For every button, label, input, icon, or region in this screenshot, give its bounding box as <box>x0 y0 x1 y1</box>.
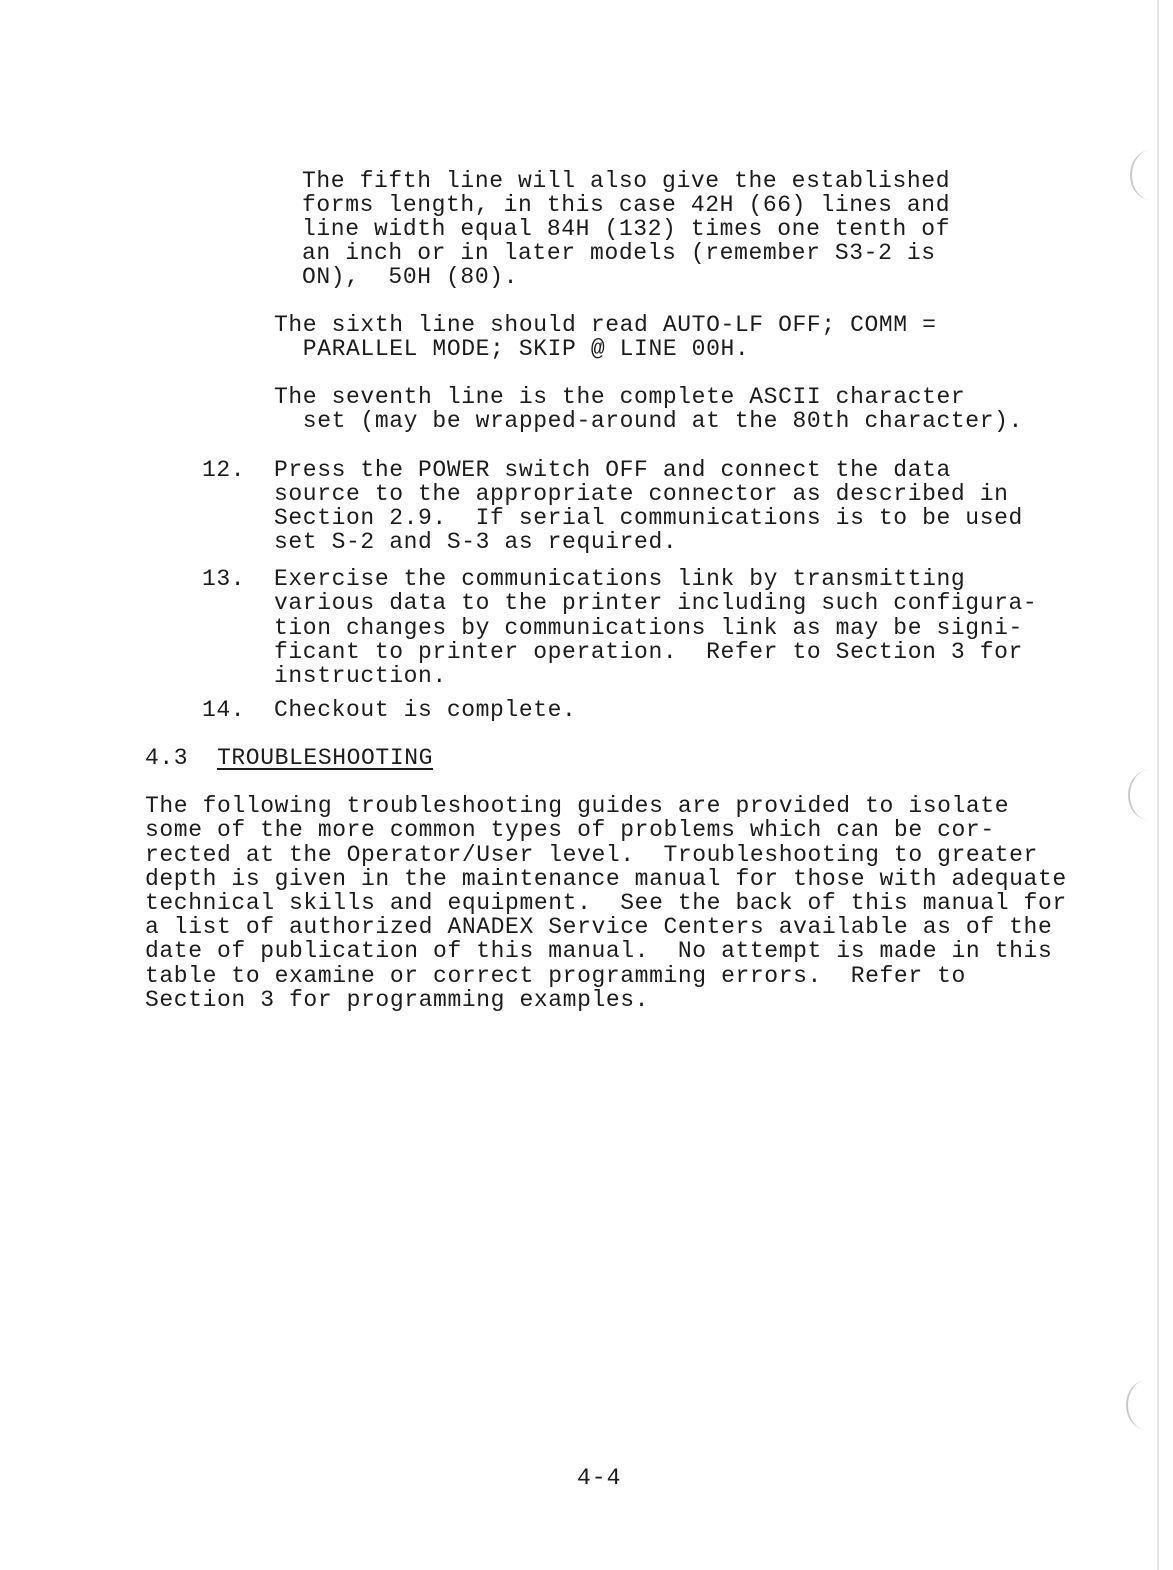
punch-hole-mark <box>1126 1380 1168 1430</box>
text-line: tion changes by communications link as may be signi- <box>274 615 1023 641</box>
text-line: line width equal 84H (132) times one tenth of <box>302 216 951 242</box>
text-line: an inch or in later models (remember S3-2 is <box>302 240 936 266</box>
text-line: table to examine or correct programming errors. Refer to <box>145 963 966 989</box>
text-line: The fifth line will also give the established <box>302 168 951 194</box>
punch-hole-mark <box>1128 770 1170 820</box>
text-line: technical skills and equipment. See the back of this manual for <box>145 890 1067 916</box>
text-line: set S-2 and S-3 as required. <box>274 529 678 555</box>
text-line: set (may be wrapped-around at the 80th character). <box>274 408 1023 434</box>
text-line: instruction. <box>274 663 447 689</box>
text-line: a list of authorized ANADEX Service Centers available as of the <box>145 914 1053 940</box>
text-line: rected at the Operator/User level. Troubleshooting to greater <box>145 842 1038 868</box>
text-line: various data to the printer including such configura- <box>274 590 1038 616</box>
text-line: some of the more common types of problems which can be cor- <box>145 817 995 843</box>
text-line: depth is given in the maintenance manual for those with adequate <box>145 866 1067 892</box>
text-line: date of publication of this manual. No attempt is made in this <box>145 938 1053 964</box>
text-line: The sixth line should read AUTO-LF OFF; COMM = <box>274 312 937 338</box>
section-number: 4.3 <box>145 745 189 771</box>
text-line: forms length, in this case 42H (66) lines and <box>302 192 951 218</box>
text-line: PARALLEL MODE; SKIP @ LINE 00H. <box>274 336 750 362</box>
step-number: 14. <box>202 697 246 723</box>
punch-hole-mark <box>1130 150 1172 200</box>
step-number: 13. <box>202 566 246 592</box>
step-number: 12. <box>202 457 246 483</box>
text-line: Section 3 for programming examples. <box>145 987 650 1013</box>
text-line: Exercise the communications link by transmitting <box>274 566 966 592</box>
text-line: The seventh line is the complete ASCII character <box>274 384 966 410</box>
text-line: ON), 50H (80). <box>302 264 519 290</box>
text-line: The following troubleshooting guides are provided to isolate <box>145 793 1010 819</box>
text-line: Section 2.9. If serial communications is to be used <box>274 505 1023 531</box>
section-title: TROUBLESHOOTING <box>217 745 434 771</box>
text-line: ficant to printer operation. Refer to Section 3 for <box>274 639 1023 665</box>
text-line: source to the appropriate connector as described in <box>274 481 1009 507</box>
text-line: Press the POWER switch OFF and connect the data <box>274 457 951 483</box>
text-line: Checkout is complete. <box>274 697 577 723</box>
page-number: 4-4 <box>577 1465 622 1491</box>
